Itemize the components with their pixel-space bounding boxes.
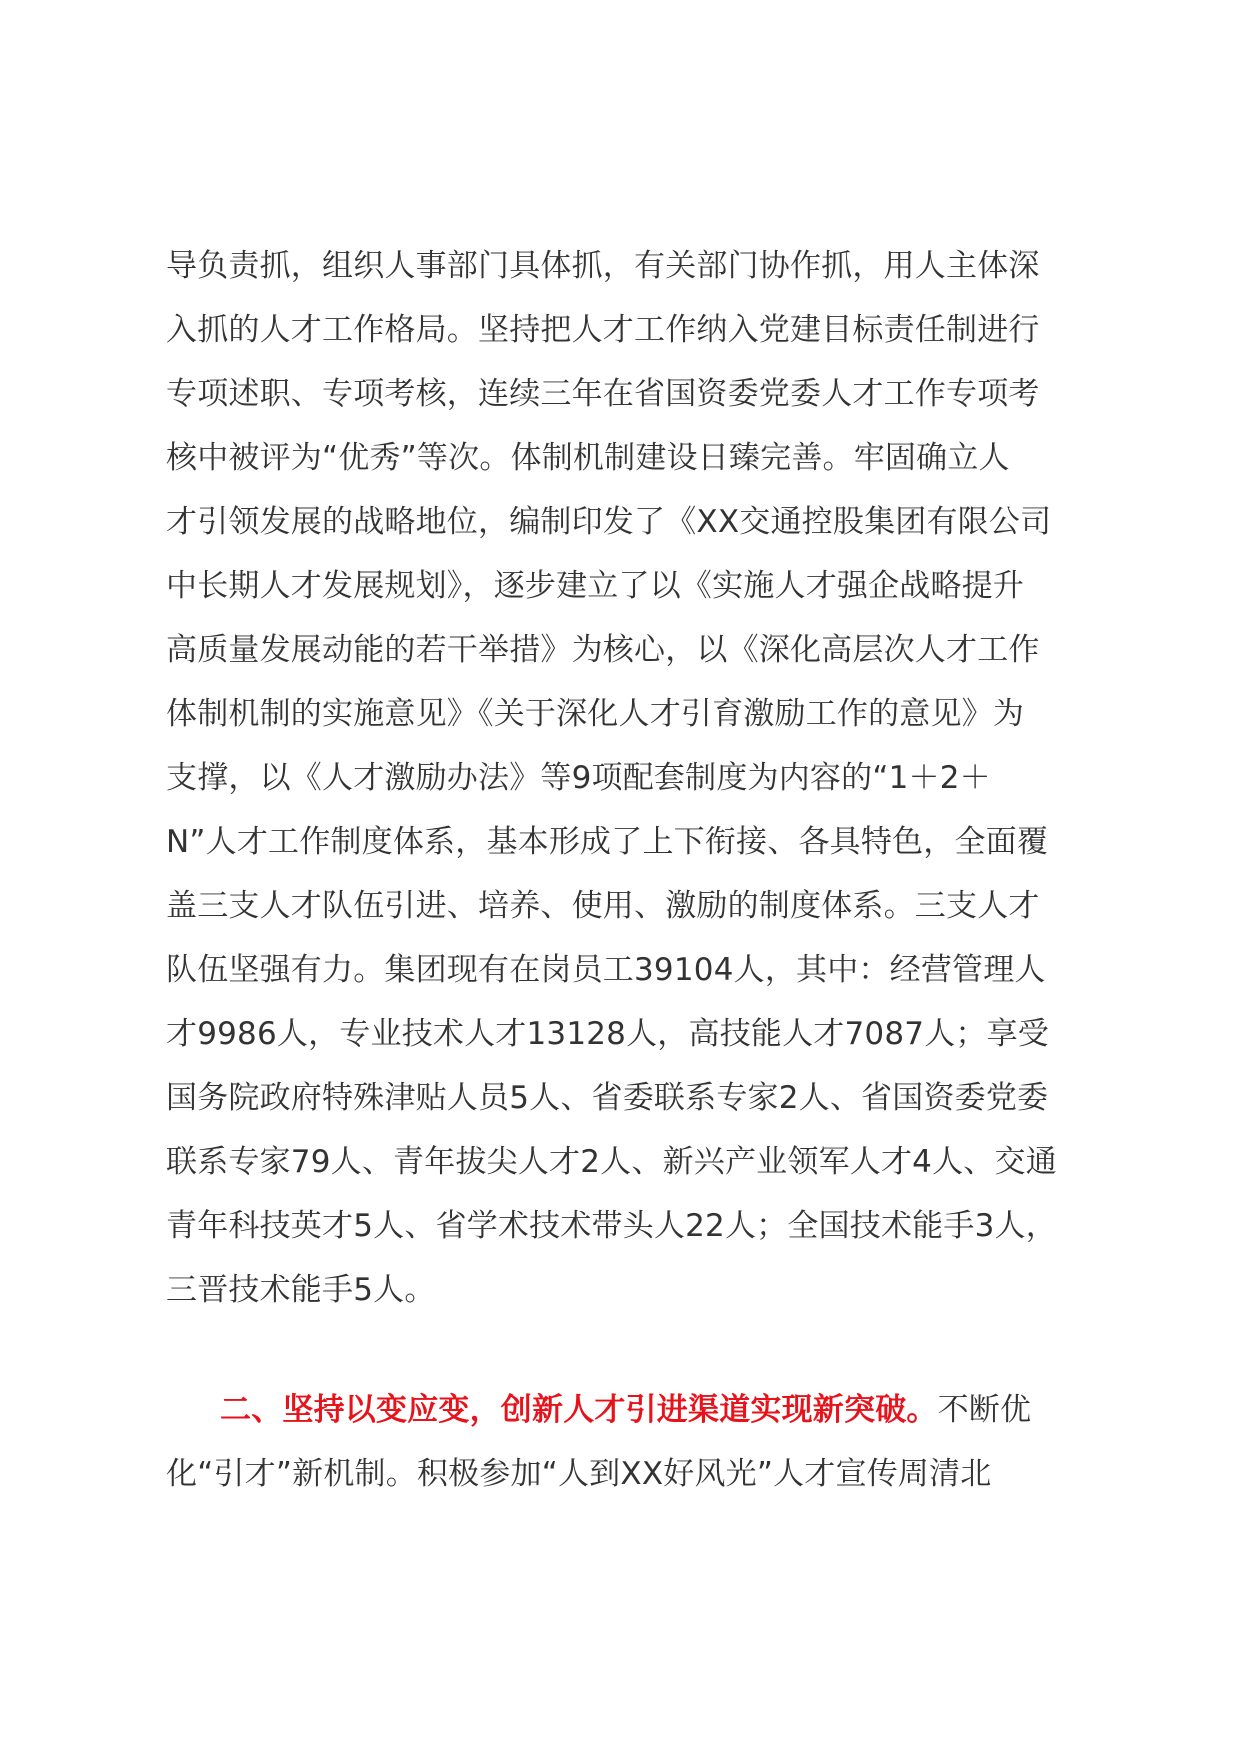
paragraph-line: 才9986人，专业技术人才13128人，高技能人才7087人；享受 [166,1016,1049,1052]
paragraph-line: N”人才工作制度体系，基本形成了上下衔接、各具特色，全面覆 [166,824,1049,860]
paragraph-text: 不断优 [937,1392,1032,1428]
paragraph-line: 联系专家79人、青年拔尖人才2人、新兴产业领军人才4人、交通 [166,1144,1057,1180]
paragraph-line: 青年科技英才5人、省学术技术带头人22人；全国技术能手3人， [166,1208,1057,1244]
paragraph-first-line [166,1378,1126,1442]
paragraph-talent-system [166,234,1126,1322]
paragraph-line: 专项述职、专项考核，连续三年在省国资委党委人才工作专项考 [166,376,1040,412]
paragraph-line: 高质量发展动能的若干举措》为核心，以《深化高层次人才工作 [166,632,1040,668]
paragraph-line: 队伍坚强有力。集团现有在岗员工39104人，其中：经营管理人 [166,952,1046,988]
paragraph-line: 化“引才”新机制。积极参加“人到XX好风光”人才宣传周清北 [166,1456,992,1492]
paragraph-line: 导负责抓，组织人事部门具体抓，有关部门协作抓，用人主体深 [166,248,1040,284]
paragraph-line: 中长期人才发展规划》，逐步建立了以《实施人才强企战略提升 [166,568,1025,604]
paragraph-line: 核中被评为“优秀”等次。体制机制建设日臻完善。牢固确立人 [166,440,1010,476]
paragraph-line: 三晋技术能手5人。 [166,1272,436,1308]
paragraph-line: 支撑，以《人才激励办法》等9项配套制度为内容的“1＋2＋ [166,760,991,796]
paragraph-line: 体制机制的实施意见》《关于深化人才引育激励工作的意见》为 [166,696,1025,732]
paragraph-line: 国务院政府特殊津贴人员5人、省委联系专家2人、省国资委党委 [166,1080,1049,1116]
paragraph-talent-recruitment [166,1378,1126,1506]
section-heading: 二、坚持以变应变，创新人才引进渠道实现新突破。 [220,1392,938,1428]
paragraph-line: 才引领发展的战略地位，编制印发了《XX交通控股集团有限公司 [166,504,1052,540]
paragraph-line: 入抓的人才工作格局。坚持把人才工作纳入党建目标责任制进行 [166,312,1040,348]
paragraph-line: 盖三支人才队伍引进、培养、使用、激励的制度体系。三支人才 [166,888,1040,924]
